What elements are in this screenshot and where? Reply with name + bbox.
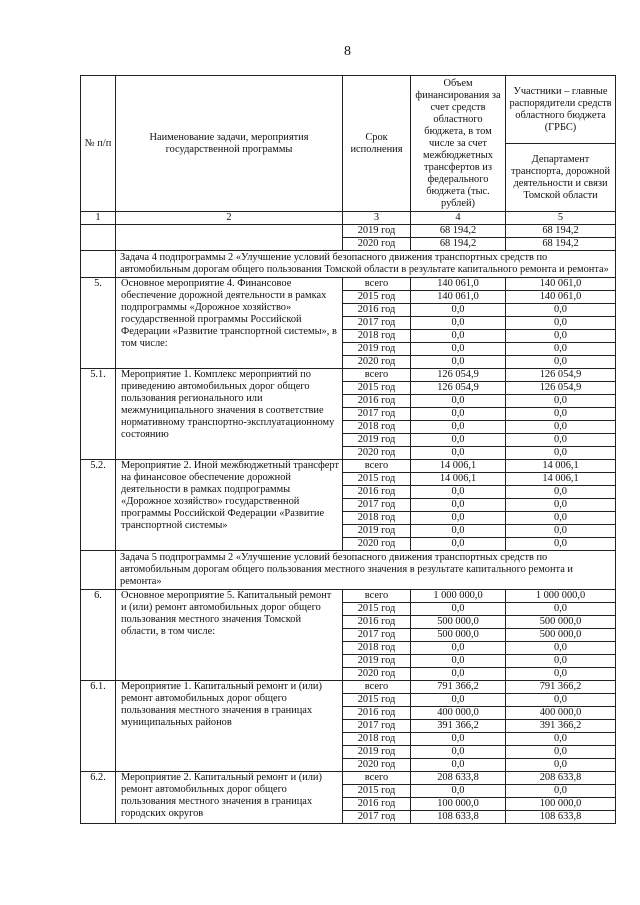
grbs-cell: 0,0 [506,759,616,772]
grbs-cell: 0,0 [506,655,616,668]
volume-cell: 0,0 [411,525,506,538]
item-name: Мероприятие 2. Капитальный ремонт и (или) ремонт автомобильных дорог общего пользования местного значения в границах городских округов [116,772,343,824]
volume-cell: 126 054,9 [411,382,506,395]
grbs-cell: 500 000,0 [506,616,616,629]
period-cell: всего [343,278,411,291]
volume-cell: 500 000,0 [411,629,506,642]
volume-cell: 791 366,2 [411,681,506,694]
grbs-cell: 0,0 [506,694,616,707]
volume-cell: 0,0 [411,694,506,707]
volume-cell: 0,0 [411,785,506,798]
grbs-cell: 0,0 [506,395,616,408]
volume-cell: 0,0 [411,733,506,746]
period-cell: 2019 год [343,746,411,759]
volume-cell: 500 000,0 [411,616,506,629]
volume-cell: 0,0 [411,395,506,408]
item-name: Мероприятие 1. Комплекс мероприятий по приведению автомобильных дорог общего пользования регионального или межмуниципального значения в соответствие нормативному транспортно-эксплуатационному состоянию [116,369,343,460]
grbs-cell: 1 000 000,0 [506,590,616,603]
grbs-cell: 0,0 [506,421,616,434]
period-cell: 2019 год [343,434,411,447]
column-number: 2 [116,212,343,225]
grbs-cell: 0,0 [506,434,616,447]
empty-cell [81,551,116,590]
period-cell: 2015 год [343,694,411,707]
column-numbers-row [81,212,616,225]
volume-cell: 140 061,0 [411,291,506,304]
period-cell: 2016 год [343,707,411,720]
grbs-cell: 0,0 [506,525,616,538]
period-cell: 2019 год [343,343,411,356]
period-cell: 2019 год [343,655,411,668]
volume-cell: 0,0 [411,655,506,668]
period-cell: всего [343,681,411,694]
table-row [81,772,616,785]
grbs-cell: 0,0 [506,330,616,343]
grbs-cell: 0,0 [506,603,616,616]
volume-cell: 108 633,8 [411,811,506,824]
grbs-cell: 140 061,0 [506,291,616,304]
header-department: Департамент транспорта, дорожной деятельности и связи Томской области [506,144,616,212]
grbs-cell: 0,0 [506,499,616,512]
item-number: 6.2. [81,772,116,824]
header-term: Срок исполнения [343,76,411,212]
period-cell: 2016 год [343,304,411,317]
period-cell: 2015 год [343,291,411,304]
table-row [81,225,616,238]
period-cell: 2018 год [343,421,411,434]
grbs-cell: 0,0 [506,785,616,798]
volume-cell: 14 006,1 [411,473,506,486]
volume-cell: 0,0 [411,603,506,616]
grbs-cell: 140 061,0 [506,278,616,291]
period-cell: 2020 год [343,759,411,772]
financing-table [80,75,616,824]
volume-cell: 0,0 [411,343,506,356]
period-cell: 2017 год [343,499,411,512]
volume-cell: 0,0 [411,330,506,343]
volume-cell: 68 194,2 [411,238,506,251]
volume-cell: 68 194,2 [411,225,506,238]
period-cell: 2015 год [343,382,411,395]
volume-cell: 140 061,0 [411,278,506,291]
column-number: 5 [506,212,616,225]
period-cell: 2020 год [343,447,411,460]
volume-cell: 0,0 [411,538,506,551]
grbs-cell: 0,0 [506,538,616,551]
grbs-cell: 0,0 [506,733,616,746]
period-cell: всего [343,772,411,785]
period-cell: 2017 год [343,811,411,824]
grbs-cell: 0,0 [506,356,616,369]
header-name: Наименование задачи, мероприятия государственной программы [116,76,343,212]
period-cell: 2018 год [343,330,411,343]
period-cell: всего [343,369,411,382]
grbs-cell: 68 194,2 [506,238,616,251]
volume-cell: 0,0 [411,486,506,499]
period-cell: 2017 год [343,408,411,421]
volume-cell: 0,0 [411,356,506,369]
table-row [81,681,616,694]
period-cell: 2020 год [343,538,411,551]
volume-cell: 0,0 [411,421,506,434]
grbs-cell: 0,0 [506,642,616,655]
period-cell: 2017 год [343,629,411,642]
period-cell: 2015 год [343,603,411,616]
item-number: 5.1. [81,369,116,460]
table-row [81,590,616,603]
period-cell: 2019 год [343,225,411,238]
item-name: Основное мероприятие 4. Финансовое обеспечение дорожной деятельности в рамках подпрограммы «Дорожное хозяйство» государственной программы Российской Федерации «Развитие транспортной системы», в том числе: [116,278,343,369]
item-name: Мероприятие 1. Капитальный ремонт и (или) ремонт автомобильных дорог общего пользования местного значения в границах муниципальных районов [116,681,343,772]
header-row [81,76,616,144]
grbs-cell: 0,0 [506,317,616,330]
item-name: Мероприятие 2. Иной межбюджетный трансферт на финансовое обеспечение дорожной деятельности в рамках подпрограммы «Дорожное хозяйство» государственной программы Российской Федерации «Развитие транспортной системы» [116,460,343,551]
volume-cell: 0,0 [411,642,506,655]
column-number: 1 [81,212,116,225]
grbs-cell: 0,0 [506,746,616,759]
period-cell: 2020 год [343,356,411,369]
header-participants: Участники – главные распорядители средств областного бюджета (ГРБС) [506,76,616,144]
volume-cell: 400 000,0 [411,707,506,720]
grbs-cell: 126 054,9 [506,369,616,382]
column-number: 3 [343,212,411,225]
grbs-cell: 0,0 [506,343,616,356]
header-volume: Объем финансирования за счет средств областного бюджета, в том числе за счет межбюджетных трансфертов из федерального бюджета (тыс. рублей) [411,76,506,212]
volume-cell: 0,0 [411,408,506,421]
grbs-cell: 0,0 [506,512,616,525]
task-title: Задача 4 подпрограммы 2 «Улучшение условий безопасного движения транспортных средств по автомобильным дорогам общего пользования Томской области в результате капитального ремонта и ремонта» [116,251,616,278]
empty-cell [116,225,343,251]
task-row [81,551,616,590]
volume-cell: 0,0 [411,317,506,330]
period-cell: 2017 год [343,317,411,330]
grbs-cell: 208 633,8 [506,772,616,785]
grbs-cell: 791 366,2 [506,681,616,694]
item-name: Основное мероприятие 5. Капитальный ремонт и (или) ремонт автомобильных дорог общего пользования местного значения Томской области, в том числе: [116,590,343,681]
period-cell: 2020 год [343,668,411,681]
volume-cell: 0,0 [411,434,506,447]
grbs-cell: 400 000,0 [506,707,616,720]
table-row [81,278,616,291]
volume-cell: 14 006,1 [411,460,506,473]
volume-cell: 391 366,2 [411,720,506,733]
grbs-cell: 500 000,0 [506,629,616,642]
period-cell: 2019 год [343,525,411,538]
item-number: 5.2. [81,460,116,551]
grbs-cell: 14 006,1 [506,473,616,486]
grbs-cell: 0,0 [506,304,616,317]
table-row [81,460,616,473]
period-cell: 2016 год [343,798,411,811]
task-title: Задача 5 подпрограммы 2 «Улучшение условий безопасного движения транспортных средств по автомобильным дорогам общего пользования местного значения в результате капитального ремонта и ремонта» [116,551,616,590]
volume-cell: 0,0 [411,512,506,525]
table-row [81,369,616,382]
volume-cell: 208 633,8 [411,772,506,785]
item-number: 5. [81,278,116,369]
grbs-cell: 0,0 [506,486,616,499]
column-number: 4 [411,212,506,225]
volume-cell: 1 000 000,0 [411,590,506,603]
period-cell: 2020 год [343,238,411,251]
volume-cell: 126 054,9 [411,369,506,382]
empty-cell [81,251,116,278]
period-cell: 2015 год [343,473,411,486]
grbs-cell: 391 366,2 [506,720,616,733]
grbs-cell: 0,0 [506,447,616,460]
volume-cell: 0,0 [411,668,506,681]
volume-cell: 0,0 [411,746,506,759]
period-cell: всего [343,460,411,473]
grbs-cell: 100 000,0 [506,798,616,811]
volume-cell: 0,0 [411,759,506,772]
empty-cell [81,225,116,251]
period-cell: 2016 год [343,616,411,629]
item-number: 6.1. [81,681,116,772]
volume-cell: 0,0 [411,447,506,460]
grbs-cell: 108 633,8 [506,811,616,824]
grbs-cell: 0,0 [506,668,616,681]
period-cell: 2016 год [343,486,411,499]
period-cell: 2017 год [343,720,411,733]
period-cell: 2018 год [343,642,411,655]
volume-cell: 0,0 [411,304,506,317]
item-number: 6. [81,590,116,681]
header-number: № п/п [81,76,116,212]
grbs-cell: 68 194,2 [506,225,616,238]
volume-cell: 100 000,0 [411,798,506,811]
volume-cell: 0,0 [411,499,506,512]
page-number: 8 [344,44,351,59]
task-row [81,251,616,278]
period-cell: 2018 год [343,733,411,746]
period-cell: 2015 год [343,785,411,798]
grbs-cell: 14 006,1 [506,460,616,473]
period-cell: 2018 год [343,512,411,525]
period-cell: 2016 год [343,395,411,408]
grbs-cell: 0,0 [506,408,616,421]
period-cell: всего [343,590,411,603]
grbs-cell: 126 054,9 [506,382,616,395]
